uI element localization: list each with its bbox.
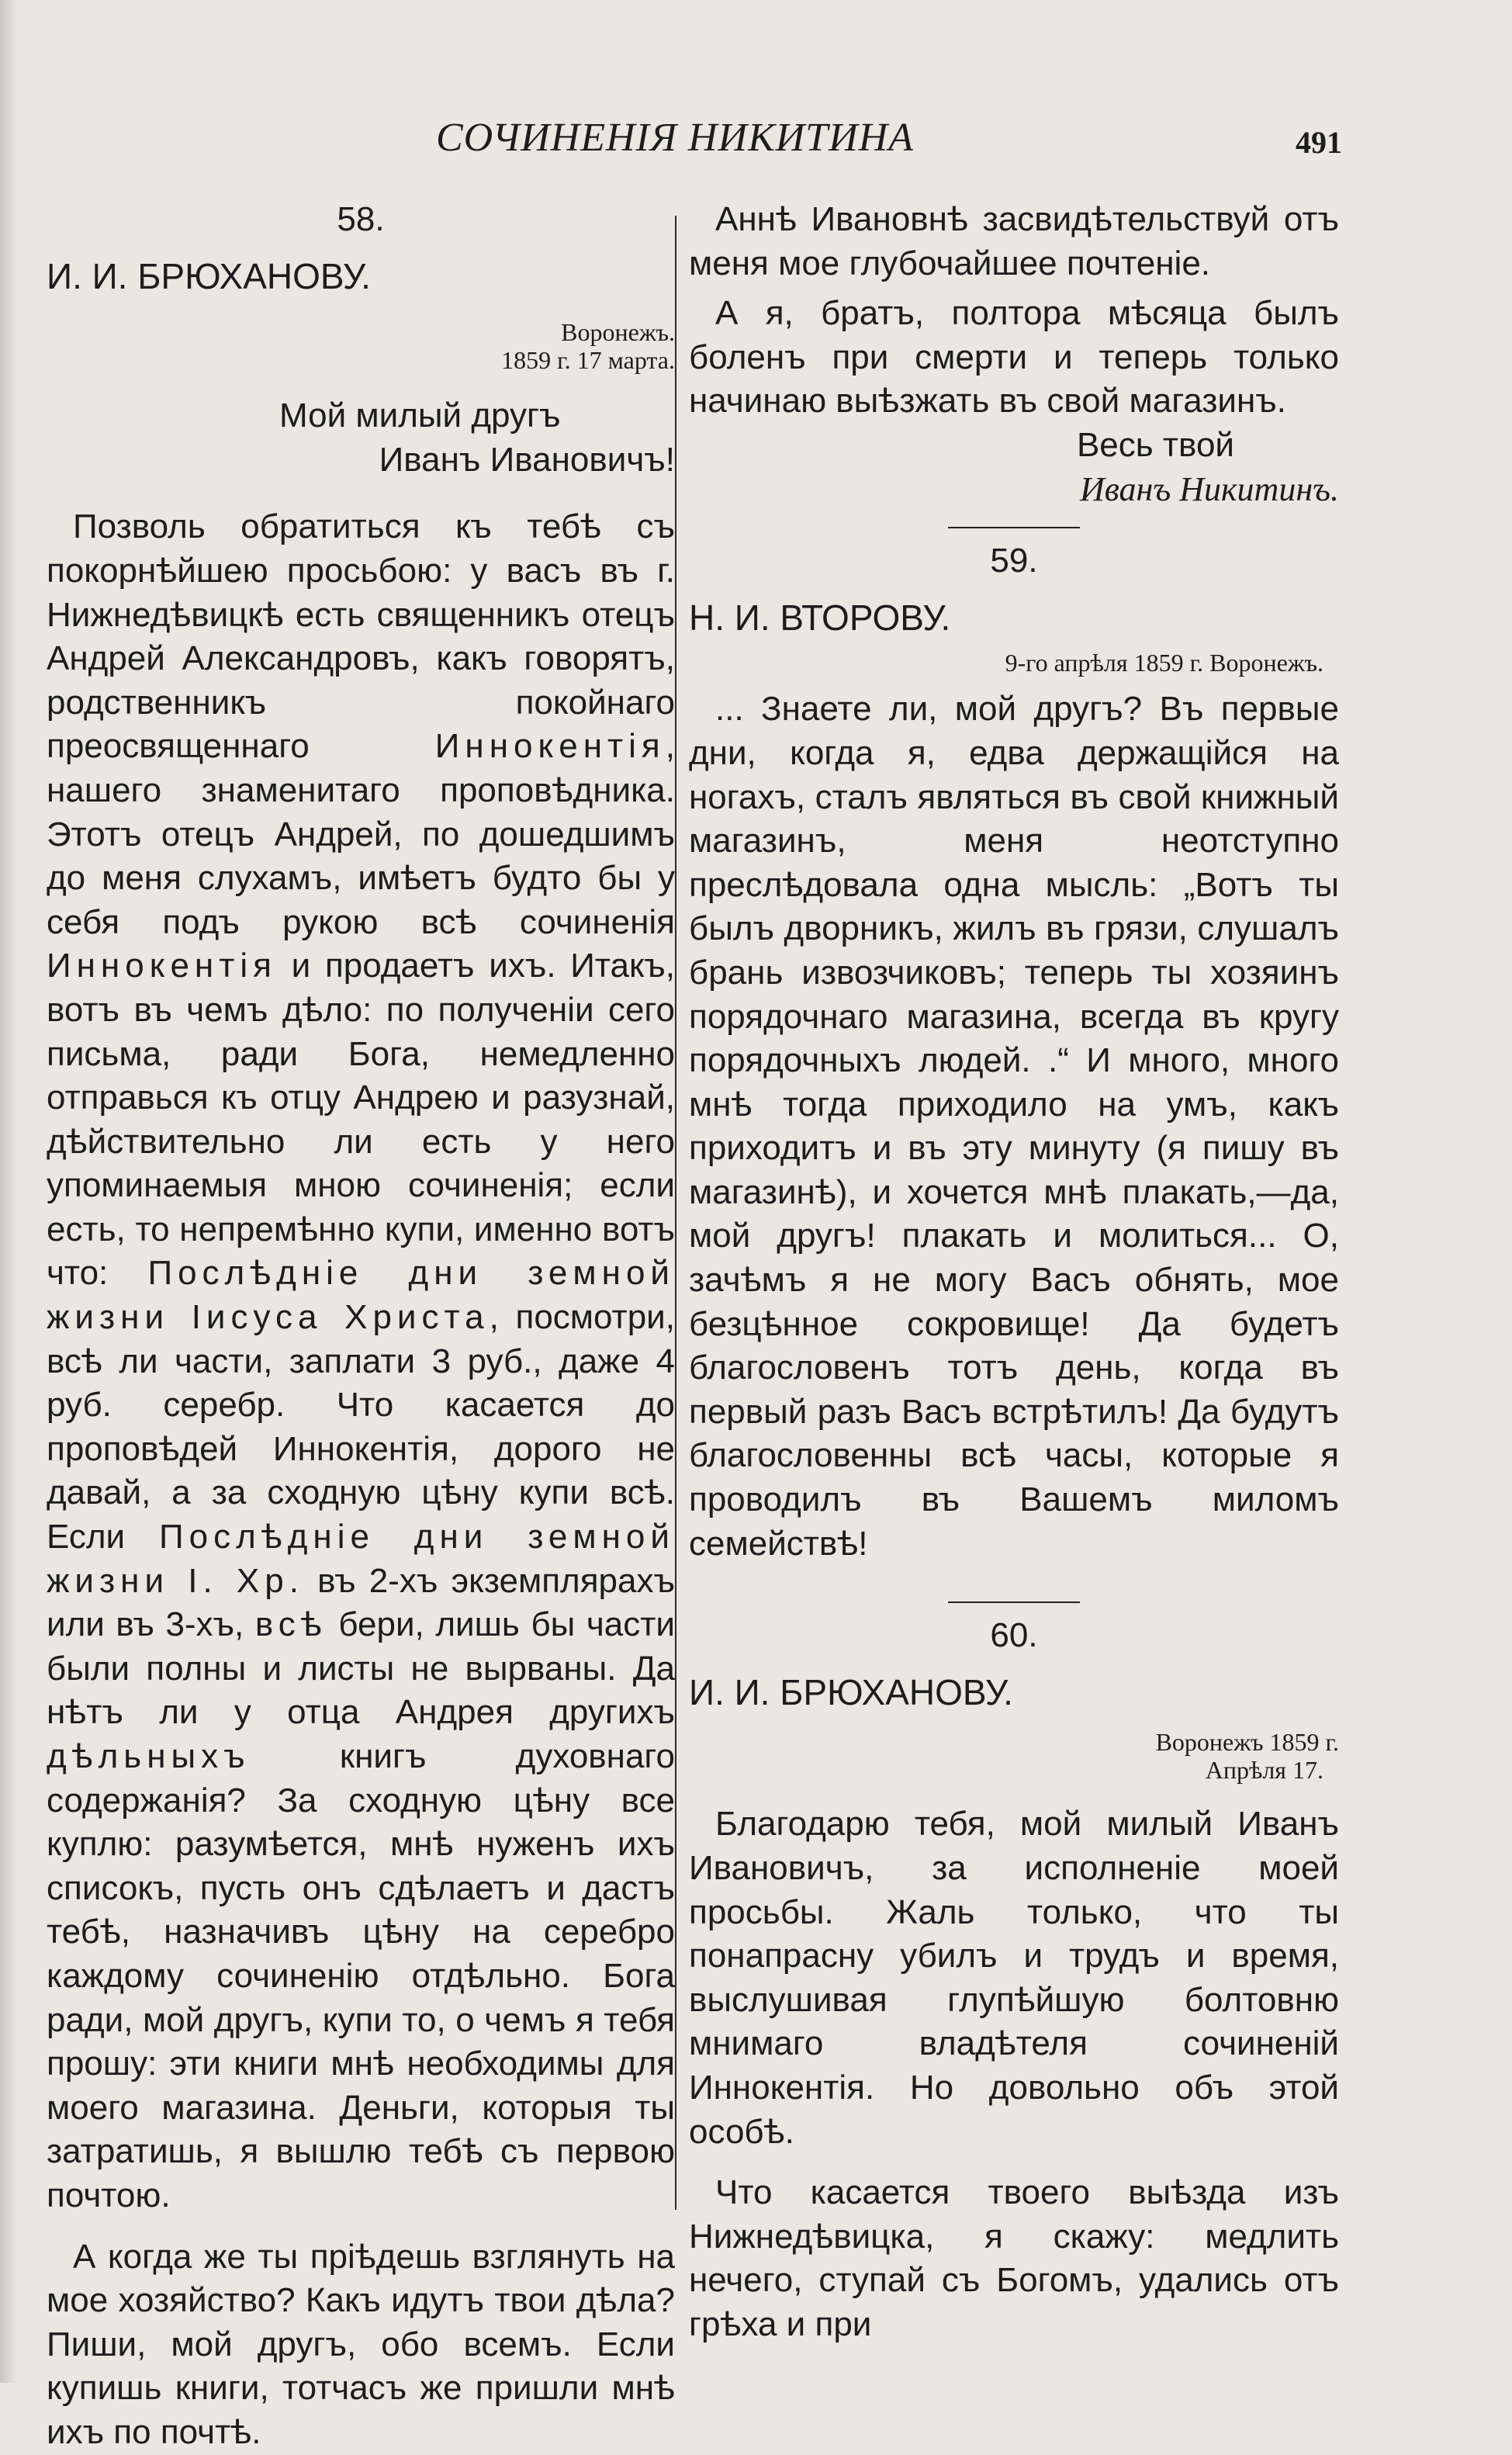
letter-greeting-line-1: Мой милый другъ <box>279 396 561 435</box>
letter-signature: Иванъ Никитинъ. <box>1079 469 1339 508</box>
letter-number: 58. <box>337 200 385 238</box>
letter-paragraph <box>47 505 675 2218</box>
paragraph-text: въ 2-хъ экземплярахъ или въ 3-хъ, <box>47 1561 675 1644</box>
letter-addressee: И. И. БРЮХАНОВУ. <box>47 255 371 296</box>
emphasized-book-title: Послѣдніе дни земной жизни І. Хр. <box>47 1518 675 1600</box>
right-column <box>689 198 1339 2347</box>
running-title: СОЧИНЕНІЯ НИКИТИНА <box>436 116 914 160</box>
letter-paragraph: А когда же ты пріѣдешь взглянуть на мое хозяйство? Какъ идутъ твои дѣла? Пиши, мой другъ, обо всемъ. Если купишь книги, тотчасъ же пришли мнѣ ихъ по почтѣ. <box>47 2237 675 2451</box>
column-divider <box>675 216 676 2210</box>
paragraph-text: бери, лишь бы части были полны и листы не вырваны. Да нѣтъ ли у отца Андрея другихъ <box>47 1605 676 1732</box>
emphasized-name: Иннокентія <box>47 947 277 985</box>
letter-place-date: Воронежъ 1859 г. <box>1155 1728 1339 1757</box>
letter-greeting-line-2: Иванъ Ивановичъ! <box>379 440 675 479</box>
letter-place: Воронежъ. <box>561 318 675 347</box>
letter-paragraph: Что касается твоего выѣзда изъ Нижнедѣвицка, я скажу: медлить нечего, ступай съ Богомъ, удались отъ грѣха и при <box>689 2173 1339 2343</box>
emphasized-name: Иннокентія <box>434 727 666 766</box>
paragraph-text: , нашего знаменитаго проповѣдника. Этотъ отецъ Андрей, по дошедшимъ до меня слухамъ, имѣетъ будто бы у себя подъ рукою всѣ сочиненія <box>47 727 675 941</box>
paragraph-text: книгъ духовнаго содержанія? За сходную цѣну все куплю: разумѣется, мнѣ нуженъ ихъ списокъ, пусть онъ сдѣлаетъ и дастъ тебѣ, назначивъ цѣну на серебро каждому сочиненію отдѣльно. Бога ради, мой другъ, купи то, о чемъ я тебя прошу: эти книги мнѣ необходимы для моего магазина. Деньги, которыя ты затратишь, я вышлю тебѣ съ первою почтою. <box>47 1737 675 2214</box>
paragraph-text: Позволь обратиться къ тебѣ съ покорнѣйшею просьбою: у васъ въ г. Нижнедѣвицкѣ есть священникъ отецъ Андрей Александровъ, какъ говорятъ, родственникъ покойнаго преосвященнаго <box>47 507 675 766</box>
letter-paragraph: ... Знаете ли, мой другъ? Въ первые дни, когда я, едва держащійся на ногахъ, сталъ являться въ свой книжный магазинъ, меня неотступно преслѣдовала одна мысль: „Вотъ ты былъ дворникъ, жилъ въ грязи, слушалъ брань извозчиковъ; теперь ты хозяинъ порядочнаго магазина, всегда въ кругу порядочныхъ людей. .“ И много, много мнѣ тогда приходило на умъ, какъ приходитъ и въ эту минуту (я пишу въ магазинѣ), и хочется мнѣ плакать,—да, мой другъ! плакать и молиться... О, зачѣмъ я не могу Васъ обнять, мое безцѣнное сокровище! Да будетъ благословенъ тотъ день, когда въ первый разъ Васъ встрѣтилъ! Да будутъ благословенны всѣ часы, которые я проводилъ въ Вашемъ миломъ семействѣ! <box>689 690 1339 1563</box>
letter-addressee: И. И. БРЮХАНОВУ. <box>689 1671 1013 1712</box>
letter-separator <box>948 527 1080 528</box>
letter-number: 60. <box>990 1616 1038 1655</box>
letter-closing: Весь твой <box>1076 425 1234 464</box>
paragraph-text: , посмотри, всѣ ли части, заплати 3 руб., даже 4 руб. серебр. Что касается до проповѣдей Иннокентія, дорого не давай, а за сходную цѣну купи всѣ. Если <box>47 1298 675 1556</box>
letter-date: Апрѣля 17. <box>1205 1756 1323 1785</box>
emphasized-word: всѣ <box>254 1605 327 1644</box>
letter-paragraph: А я, братъ, полтора мѣсяца былъ боленъ при смерти и теперь только начинаю выѣзжать въ свой магазинъ. <box>689 294 1339 421</box>
page-edge-shadow <box>0 0 17 2383</box>
letter-paragraph: Благодарю тебя, мой милый Иванъ Ивановичъ, за исполненіе моей просьбы. Жаль только, что ты понапрасну убилъ и трудъ и время, выслушивая глупѣйшую болтовню мнимаго владѣтеля сочиненій Иннокентія. Но довольно объ этой особѣ. <box>689 1805 1339 2151</box>
letter-addressee: Н. И. ВТОРОВУ. <box>689 597 951 638</box>
emphasized-word: дѣльныхъ <box>47 1737 251 1775</box>
page-number: 491 <box>1296 125 1342 160</box>
letter-number: 59. <box>990 542 1038 580</box>
letter-date: 9-го апрѣля 1859 г. Воронежъ. <box>1005 649 1323 677</box>
left-column <box>47 198 675 2455</box>
emphasized-book-title: Послѣдніе дни земной жизни Іисуса Христа <box>47 1254 675 1337</box>
letter-paragraph: Аннѣ Ивановнѣ засвидѣтельствуй отъ меня мое глубочайшее почтеніе. <box>689 200 1339 282</box>
paragraph-text: и продаетъ ихъ. Итакъ, вотъ въ чемъ дѣло: по полученіи сего письма, ради Бога, немедленно отправься къ отцу Андрею и разузнай, дѣйствительно ли есть у него упоминаемыя мною сочиненія; если есть, то непремѣнно купи, именно вотъ что: <box>47 947 675 1293</box>
letter-separator <box>948 1601 1080 1603</box>
letter-date: 1859 г. 17 марта. <box>501 346 675 375</box>
